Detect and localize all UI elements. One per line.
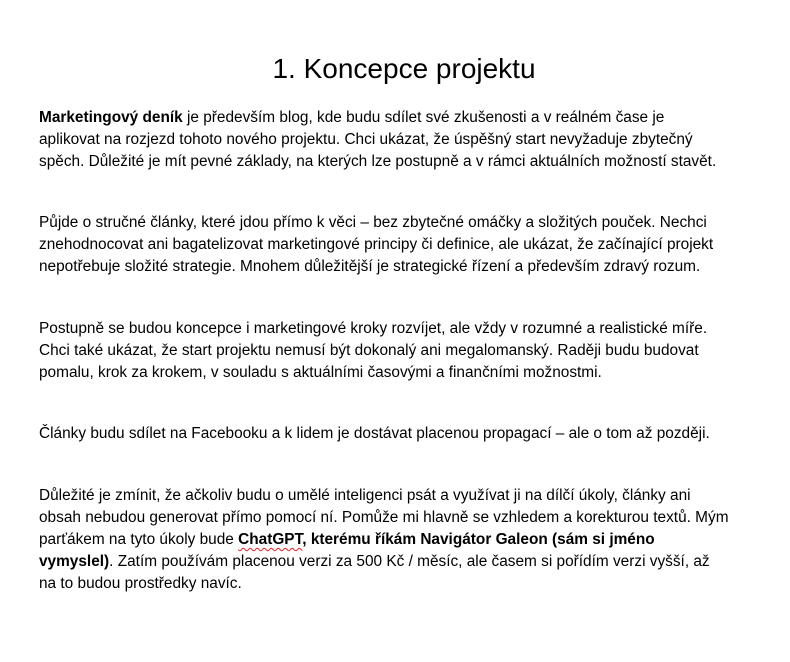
page-title: 1. Koncepce projektu (272, 53, 536, 84)
chatgpt-name: ChatGPT (238, 531, 303, 548)
paragraph-5-text-after: . Zatím používám placenou verzi za 500 Kč / měsíc, ale časem si pořídím verzi vyšší, až na to budou prostředky navíc. (39, 553, 710, 592)
paragraph-1-text: je především blog, kde budu sdílet své zkušenosti a v reálném čase je aplikovat na rozjezd tohoto nového projektu. Chci ukázat, že úspěšný start nevyžaduje zbytečný spěch. Důležité je mít pevné základy, na kterých lze postupně a v rámci aktuálních možností stavět. (39, 109, 717, 170)
paragraph-5-text-before: Důležité je zmínit, že ačkoliv budu o umělé inteligenci psát a využívat ji na dílčí úkoly, články ani obsah nebudou generovat přímo pomocí ní. Pomůže mi hlavně se vzhledem a korekturou textů. Mým parťákem na tyto úkoly bude (39, 487, 729, 548)
navigator-phrase: , kterému říkám Navigátor Galeon (sám si jméno vymyslel) (39, 531, 655, 570)
paragraph-5 (39, 485, 729, 595)
paragraph-3: Postupně se budou koncepce i marketingové kroky rozvíjet, ale vždy v rozumné a realistické míře. Chci také ukázat, že start projektu nemusí být dokonalý ani megalomanský. Raději budu budovat pomalu, krok za krokem, v souladu s aktuálními časovými a finančními možnostmi. (39, 320, 708, 381)
paragraph-1 (39, 107, 729, 173)
bold-lead: Marketingový deník (39, 109, 183, 126)
paragraph-2: Půjde o stručné články, které jdou přímo k věci – bez zbytečné omáčky a složitých pouček. Nechci znehodnocovat ani bagatelizovat marketingové principy či definice, ale ukázat, že začínající projekt nepotřebuje složité strategie. Mnohem důležitější je strategické řízení a především zdravý rozum. (39, 214, 714, 275)
paragraph-4: Články budu sdílet na Facebooku a k lidem je dostávat placenou propagací – ale o tom až později. (39, 425, 710, 442)
